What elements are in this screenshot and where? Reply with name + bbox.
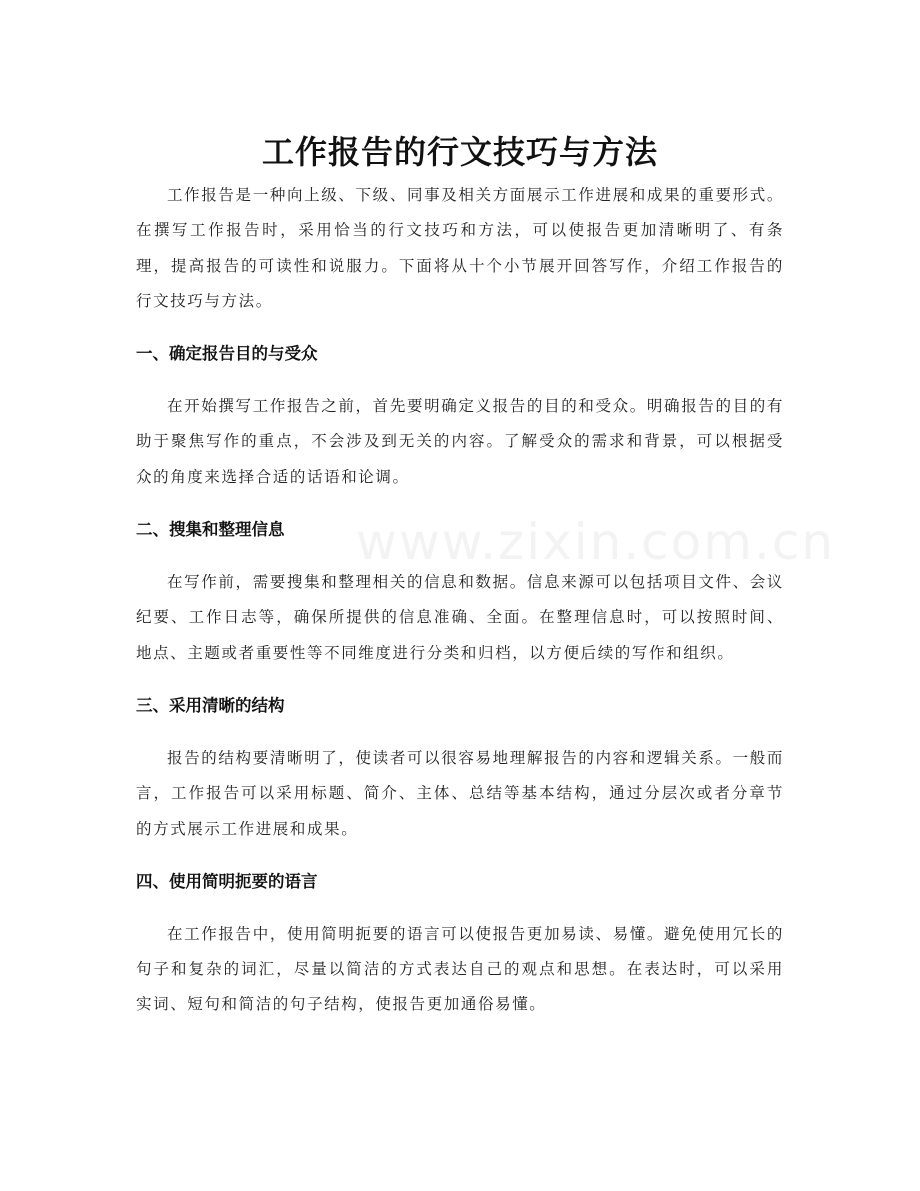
section-paragraph: 在写作前，需要搜集和整理相关的信息和数据。信息来源可以包括项目文件、会议纪要、工作日志等，确保所提供的信息准确、全面。在整理信息时，可以按照时间、地点、主题或者重要性等不同维度进行分类和归档，以方便后续的写作和组织。 xyxy=(136,573,784,662)
section-paragraph: 在开始撰写工作报告之前，首先要明确定义报告的目的和受众。明确报告的目的有助于聚焦写作的重点，不会涉及到无关的内容。了解受众的需求和背景，可以根据受众的角度来选择合适的话语和论调。 xyxy=(136,397,784,486)
document-body xyxy=(136,178,784,1023)
watermark: www.zixin.com.cn xyxy=(356,513,836,571)
section-heading: 二、搜集和整理信息 xyxy=(136,520,285,540)
section-heading: 三、采用清晰的结构 xyxy=(136,695,285,715)
page-title: 工作报告的行文技巧与方法 xyxy=(261,133,658,172)
section-paragraph: 报告的结构要清晰明了，使读者可以很容易地理解报告的内容和逻辑关系。一般而言，工作报告可以采用标题、简介、主体、总结等基本结构，通过分层次或者分章节的方式展示工作进展和成果。 xyxy=(136,748,784,838)
section-paragraph: 在工作报告中，使用简明扼要的语言可以使报告更加易读、易懂。避免使用冗长的句子和复杂的词汇，尽量以简洁的方式表达自己的观点和思想。在表达时，可以采用实词、短句和简洁的句子结构，使报告更加通俗易懂。 xyxy=(136,924,784,1014)
intro-paragraph: 工作报告是一种向上级、下级、同事及相关方面展示工作进展和成果的重要形式。在撰写工作报告时，采用恰当的行文技巧和方法，可以使报告更加清晰明了、有条理，提高报告的可读性和说服力。下面将从十个小节展开回答写作，介绍工作报告的行文技巧与方法。 xyxy=(136,186,784,310)
section-heading: 一、确定报告目的与受众 xyxy=(136,344,318,364)
section-heading: 四、使用简明扼要的语言 xyxy=(136,871,318,891)
